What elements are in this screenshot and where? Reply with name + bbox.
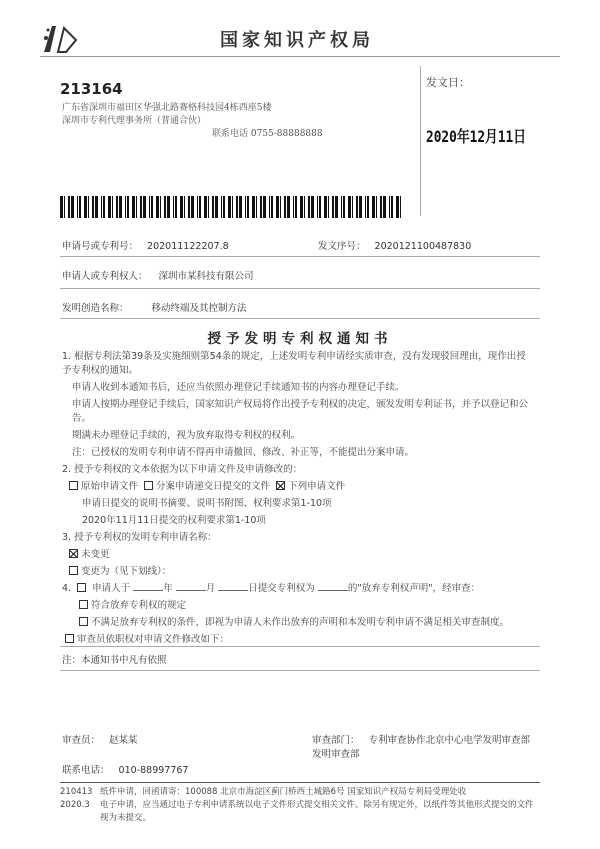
form-code: 210413 — [60, 787, 93, 797]
barcode-bar — [396, 196, 399, 218]
examiner-row — [62, 732, 138, 746]
barcode-bar — [140, 196, 142, 218]
p4-year: 年 — [163, 583, 173, 594]
invention-divider — [60, 318, 540, 319]
barcode-bar — [356, 196, 358, 218]
paragraph-4-opt1 — [62, 599, 532, 613]
barcode-bar — [71, 196, 74, 218]
option-waiver-no: 不满足放弃专利权的条件，即视为申请人未作出放弃的声明和本发明专利申请不满足相关审查制度。 — [91, 617, 510, 628]
checkbox-unchanged — [69, 549, 78, 558]
barcode-bar — [271, 196, 273, 218]
paragraph-4-opt2 — [62, 616, 532, 630]
paragraph-1b: 申请人收到本通知书后，还应当依照办理登记手续通知书的内容办理登记手续。 — [72, 382, 405, 393]
barcode-bar — [300, 196, 303, 218]
checkbox-waiver-no — [79, 617, 88, 626]
barcode-bar — [328, 196, 329, 218]
barcode-bar — [119, 196, 122, 218]
option-changed: 变更为（见下划线）： — [81, 566, 172, 577]
paragraph-2-sub1: 申请日提交的说明书摘要、说明书附图、权利要求第1-10项 — [82, 498, 332, 509]
applicant-label: 申请人或专利权人： — [62, 271, 148, 282]
barcode-bar — [317, 196, 318, 218]
barcode-bar — [293, 196, 294, 218]
barcode-bar — [247, 196, 249, 218]
addressee-block — [62, 102, 422, 141]
barcode-bar — [311, 196, 314, 218]
paragraph-5 — [62, 633, 532, 647]
option-examiner-amend: 审查员依职权对申请文件修改如下： — [77, 634, 230, 645]
barcode-bar — [132, 196, 135, 218]
barcode-bar — [295, 196, 297, 218]
barcode-bar — [101, 196, 102, 218]
serial-number: 2020121100487830 — [374, 241, 472, 252]
checkbox-original — [69, 481, 78, 490]
barcode-bar — [252, 196, 255, 218]
barcode-bar — [208, 196, 209, 218]
phone-label: 联系电话： — [62, 765, 110, 776]
barcode-bar — [95, 196, 98, 218]
barcode-bar — [367, 196, 369, 218]
patent-blank — [318, 590, 348, 591]
paragraph-1d: 期满未办理登记手续的，视为放弃取得专利权的权利。 — [72, 430, 301, 441]
examiner-name: 赵某某 — [109, 735, 138, 746]
serial-number-label: 发文序号： — [318, 241, 366, 252]
barcode-bar — [335, 196, 338, 218]
checkbox-divisional — [144, 481, 153, 490]
barcode-bar — [108, 196, 111, 218]
note: 注：本通知书中凡有依照 — [62, 655, 167, 666]
office-label: 发明审查部 — [312, 749, 360, 760]
paragraph-1c: 申请人按期办理登记手续后，国家知识产权局将作出授予专利权的决定，颁发发明专利证书，并予以登记和公告。 — [72, 399, 529, 424]
barcode-bar — [236, 196, 238, 218]
p4-prefix: 4. — [62, 583, 72, 594]
applicant-divider — [60, 288, 540, 289]
footer-divider — [60, 782, 540, 783]
barcode-bar — [269, 196, 270, 218]
barcode — [60, 196, 406, 218]
barcode-bar — [280, 196, 281, 218]
application-number: 202011122207.8 — [147, 241, 229, 252]
checkbox-waiver — [77, 583, 86, 592]
barcode-bar — [84, 196, 87, 218]
barcode-bar — [125, 196, 126, 218]
applicant-row — [62, 268, 254, 282]
barcode-bar — [232, 196, 233, 218]
barcode-bar — [173, 196, 174, 218]
dept-name: 专利审查协作北京中心电学发明审查部 — [368, 735, 531, 746]
footer-line-2: 电子申请，应当通过电子专利申请系统以电子文件形式提交相关文件。除另有规定外，以纸件等其他形式提交的文件视为未提交。 — [100, 800, 534, 823]
barcode-bar — [68, 196, 70, 218]
barcode-bar — [164, 196, 166, 218]
barcode-bar — [199, 196, 201, 218]
barcode-bar — [341, 196, 342, 218]
invention-row — [62, 300, 247, 314]
checkbox-following — [276, 481, 285, 490]
barcode-bar — [324, 196, 327, 218]
paragraph-1e: 注：已授权的发明专利申请不得再申请撤回、修改、补正等，不能提出分案申请。 — [72, 447, 415, 458]
barcode-bar — [223, 196, 225, 218]
notice-title: 授予发明专利权通知书 — [207, 331, 393, 347]
barcode-bar — [352, 196, 353, 218]
barcode-bar — [143, 196, 146, 218]
note-divider-top — [60, 646, 540, 647]
barcode-bar — [332, 196, 334, 218]
barcode-bar — [160, 196, 161, 218]
barcode-bar — [197, 196, 198, 218]
barcode-bar — [343, 196, 345, 218]
note-divider-bottom — [60, 670, 540, 671]
barcode-bar — [319, 196, 321, 218]
footer-row-2 — [60, 799, 540, 825]
barcode-bar — [260, 196, 262, 218]
barcode-bar — [228, 196, 231, 218]
footer-line-1: 纸件申请，回函请寄：100088 北京市海淀区蓟门桥西土城路6号 国家知识产权局专利局受理处收 — [100, 787, 467, 797]
day-blank — [218, 590, 248, 591]
barcode-bar — [112, 196, 113, 218]
option-unchanged: 未变更 — [81, 549, 110, 560]
option-waiver-ok: 符合放弃专利权的规定 — [91, 600, 187, 611]
footer — [60, 786, 540, 825]
barcode-bar — [221, 196, 222, 218]
phone-number: 010-88997767 — [118, 765, 189, 776]
p4-text: 申请人于 — [92, 583, 131, 594]
dispatch-date-label: 发文日： — [426, 76, 470, 89]
barcode-bar — [304, 196, 305, 218]
paragraph-4 — [62, 582, 532, 596]
barcode-bar — [391, 196, 393, 218]
option-following: 下列申请文件 — [288, 481, 346, 492]
paragraph-1: 1. 根据专利法第39条及实施细则第54条的规定，上述发明专利申请经实质审查，没有发现驳回理由，现作出授予专利权的通知。 — [62, 351, 526, 376]
notice-body — [62, 350, 532, 650]
option-divisional: 分案申请递交日提交的文件 — [156, 481, 271, 492]
footer-row-1 — [60, 786, 540, 799]
barcode-bar — [175, 196, 177, 218]
barcode-bar — [239, 196, 242, 218]
p4-tail: 的"放弃专利权声明"，经审查： — [347, 583, 481, 594]
month-blank — [176, 590, 206, 591]
barcode-bar — [151, 196, 153, 218]
barcode-bar — [365, 196, 366, 218]
barcode-bar — [263, 196, 266, 218]
agency-name: 国家知识产权局 — [220, 30, 374, 51]
paragraph-3: 3. 授予专利权的发明专利申请名称： — [62, 532, 217, 543]
barcode-bar — [127, 196, 129, 218]
barcode-bar — [88, 196, 89, 218]
phone-row — [62, 762, 188, 776]
meta-divider — [60, 256, 540, 257]
year-blank — [133, 590, 163, 591]
dept-row — [312, 732, 530, 746]
barcode-bar — [308, 196, 310, 218]
paragraph-2: 2. 授予专利权的文本依据为以下申请文件及申请修改的： — [62, 464, 303, 475]
barcode-bar — [287, 196, 290, 218]
barcode-bar — [79, 196, 81, 218]
barcode-bar — [348, 196, 351, 218]
barcode-bar — [400, 196, 401, 218]
barcode-bar — [389, 196, 390, 218]
paragraph-2-sub2: 2020年11月11日提交的权利要求第1-10项 — [82, 515, 266, 526]
paragraph-3-opt2 — [62, 565, 532, 579]
barcode-bar — [77, 196, 78, 218]
barcode-bar — [64, 196, 65, 218]
header-divider — [40, 56, 560, 57]
dispatch-date-handwritten: 2020年12月11日 — [426, 127, 527, 146]
invention-label: 发明创造名称： — [62, 303, 129, 314]
barcode-bar — [156, 196, 159, 218]
barcode-bar — [184, 196, 185, 218]
barcode-bar — [284, 196, 286, 218]
barcode-bar — [136, 196, 137, 218]
paragraph-2-options — [62, 480, 532, 494]
applicant-name: 深圳市某科技有限公司 — [158, 271, 254, 282]
barcode-bar — [188, 196, 190, 218]
barcode-bar — [376, 196, 377, 218]
barcode-bar — [372, 196, 375, 218]
barcode-bar — [92, 196, 94, 218]
barcode-bar — [276, 196, 279, 218]
address-line: 广东省深圳市福田区华强北路赛格科技园4栋西座5楼 — [62, 103, 272, 113]
p4-month: 月 — [205, 583, 216, 594]
barcode-bar — [383, 196, 386, 218]
examiner-label: 审查员： — [62, 735, 101, 746]
serial-number-row — [318, 238, 471, 252]
barcode-bar — [204, 196, 207, 218]
barcode-bar — [380, 196, 382, 218]
checkbox-changed — [69, 566, 78, 575]
checkbox-waiver-ok — [79, 600, 88, 609]
barcode-bar — [215, 196, 218, 218]
invention-title: 移动终端及其控制方法 — [151, 303, 247, 314]
barcode-bar — [103, 196, 105, 218]
cnipa-logo — [40, 22, 80, 56]
barcode-bar — [212, 196, 214, 218]
application-number-label: 申请号或专利号： — [62, 241, 139, 252]
barcode-bar — [256, 196, 257, 218]
application-number-row — [62, 238, 229, 252]
dispatch-divider — [420, 66, 421, 216]
barcode-bar — [245, 196, 246, 218]
barcode-bar — [116, 196, 118, 218]
p4-day: 日提交专利权为 — [248, 583, 315, 594]
paragraph-3-opt1 — [62, 548, 532, 562]
barcode-bar — [60, 196, 63, 218]
contact-line: 联系电话 0755-88888888 — [212, 129, 323, 139]
form-version: 2020.3 — [60, 800, 90, 810]
barcode-bar — [359, 196, 362, 218]
barcode-bar — [180, 196, 183, 218]
checkbox-examiner-amend — [65, 634, 74, 643]
agency-line: 深圳市专利代理事务所（普通合伙） — [62, 116, 207, 126]
dept-label: 审查部门： — [312, 735, 360, 746]
option-original: 原始申请文件 — [81, 481, 139, 492]
barcode-bar — [191, 196, 194, 218]
barcode-bar — [149, 196, 150, 218]
barcode-bar — [167, 196, 170, 218]
document-number: 213164 — [60, 80, 123, 98]
